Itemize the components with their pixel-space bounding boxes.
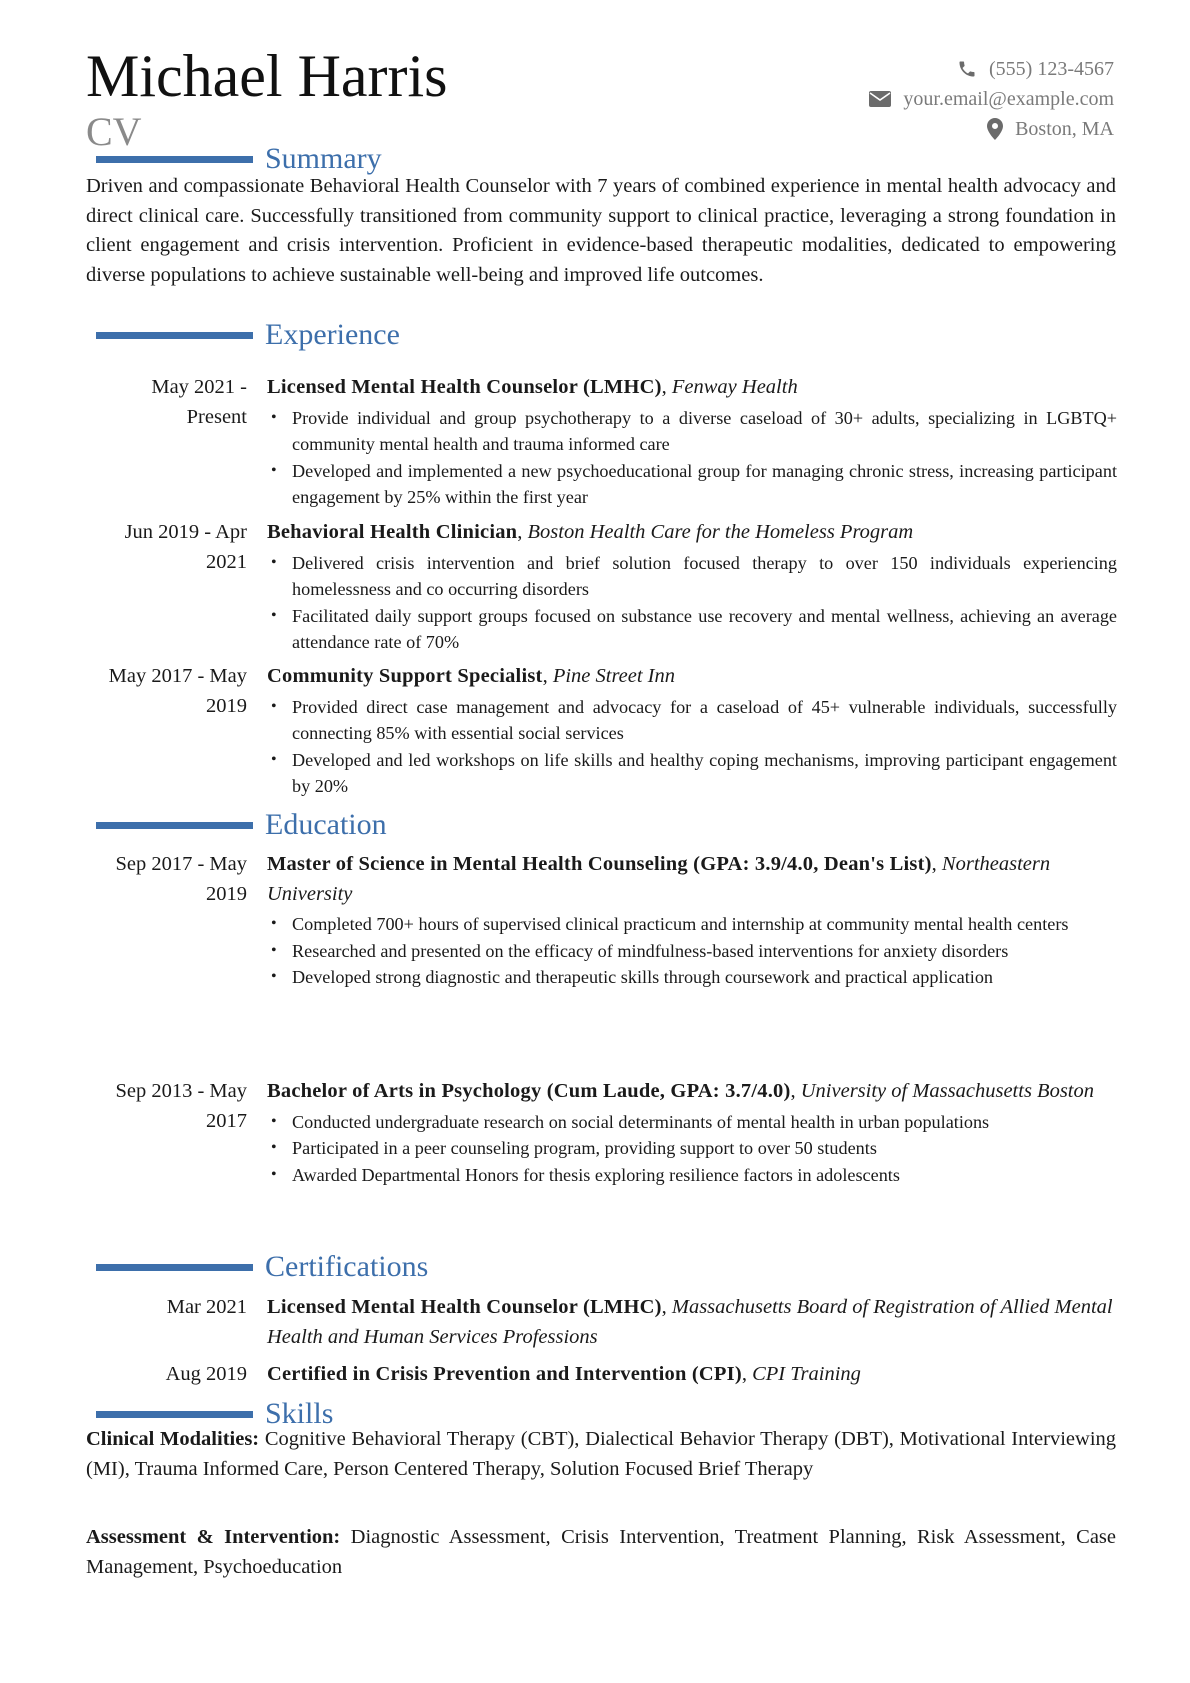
entry-bullets: [267, 405, 1117, 511]
entry-date: Sep 2017 - May 2019: [115, 853, 247, 905]
section-accent-bar: [96, 822, 253, 829]
entry-body: [267, 1293, 1117, 1352]
bullet-item: • Delivered crisis intervention and brief solution focused therapy to over 150 individuals experiencing homelessness and co occurring disorders: [267, 550, 1117, 603]
section-title: Education: [265, 808, 387, 841]
entry-title: Master of Science in Mental Health Counseling (GPA: 3.9/4.0, Dean's List), Northeastern University: [267, 853, 1051, 905]
envelope-icon: [869, 91, 891, 107]
bullet-item: • Developed and implemented a new psychoeducational group for managing chronic stress, increasing participant engagement by 25% within the first year: [267, 458, 1117, 511]
entry-org: Massachusetts Board of Registration of Allied Mental Health and Human Services Professions: [267, 1296, 1113, 1348]
entry-role: Master of Science in Mental Health Counseling (GPA: 3.9/4.0, Dean's List): [267, 853, 932, 875]
entry-date: Aug 2019: [165, 1363, 247, 1385]
contact-email[interactable]: [869, 84, 1114, 114]
entry-title: Licensed Mental Health Counselor (LMHC), Fenway Health: [267, 376, 798, 398]
entry-title: Licensed Mental Health Counselor (LMHC), Massachusetts Board of Registration of Allied Mental Health and Human Services Professions: [267, 1296, 1113, 1348]
location-text: Boston, MA: [1015, 118, 1114, 140]
phone-icon: [957, 59, 977, 79]
contact-block: [869, 54, 1114, 144]
entry-body: [267, 1077, 1117, 1188]
entry-bullets: [267, 911, 1117, 991]
entry-org: Pine Street Inn: [552, 665, 676, 687]
entry-org: Fenway Health: [671, 376, 798, 398]
email-text: your.email@example.com: [903, 88, 1114, 110]
summary-text: Driven and compassionate Behavioral Health Counselor with 7 years of combined experience in mental health advocacy and direct clinical care. Successfully transitioned from community support to clinical practice, leveraging a strong foundation in client engagement and crisis intervention. Proficient in evidence-based therapeutic modalities, dedicated to empowering diverse populations to achieve sustainable well-being and improved life outcomes.: [86, 175, 1116, 286]
entry-bullets: [267, 1109, 1117, 1189]
section-accent-bar: [96, 332, 253, 339]
section-experience-heading: [96, 318, 400, 352]
entry-org: CPI Training: [752, 1363, 861, 1385]
entry-role: Bachelor of Arts in Psychology (Cum Laude, GPA: 3.7/4.0): [267, 1080, 791, 1102]
entry-date: May 2017 - May 2019: [108, 665, 247, 717]
entry-title: Behavioral Health Clinician, Boston Health Care for the Homeless Program: [267, 521, 914, 543]
skill-label: Assessment & Intervention:: [86, 1526, 341, 1548]
contact-phone[interactable]: [869, 54, 1114, 84]
section-accent-bar: [96, 156, 253, 163]
section-education-heading: [96, 808, 387, 842]
bullet-item: • Completed 700+ hours of supervised clinical practicum and internship at community mental health centers: [267, 911, 1117, 938]
bullet-item: • Developed and led workshops on life skills and healthy coping mechanisms, improving participant engagement by 20%: [267, 747, 1117, 800]
entry-body: [267, 518, 1117, 656]
skill-text: Cognitive Behavioral Therapy (CBT), Dialectical Behavior Therapy (DBT), Motivational Interviewing (MI), Trauma Informed Care, Person Centered Therapy, Solution Focused Brief Therapy: [86, 1428, 1117, 1480]
bullet-item: • Provided direct case management and advocacy for a caseload of 45+ vulnerable individuals, successfully connecting 85% with essential social services: [267, 694, 1117, 747]
section-summary-heading: [96, 142, 382, 176]
entry-title: Bachelor of Arts in Psychology (Cum Laude, GPA: 3.7/4.0), University of Massachusetts Boston: [267, 1080, 1094, 1102]
entry-role: Certified in Crisis Prevention and Intervention (CPI): [267, 1363, 742, 1385]
section-certifications-heading: [96, 1250, 428, 1284]
entry-role: Community Support Specialist: [267, 665, 543, 687]
entry-title: Certified in Crisis Prevention and Intervention (CPI), CPI Training: [267, 1363, 861, 1385]
entry-bullets: [267, 694, 1117, 800]
document-subtitle: CV: [86, 109, 142, 154]
entry-date: Jun 2019 - Apr 2021: [124, 521, 247, 573]
entry-role: Licensed Mental Health Counselor (LMHC): [267, 1296, 662, 1318]
bullet-item: • Awarded Departmental Honors for thesis exploring resilience factors in adolescents: [267, 1162, 1117, 1189]
entry-date: Mar 2021: [166, 1296, 247, 1318]
bullet-item: • Developed strong diagnostic and therapeutic skills through coursework and practical application: [267, 964, 1117, 991]
bullet-item: • Conducted undergraduate research on social determinants of mental health in urban populations: [267, 1109, 1117, 1136]
skill-text: Diagnostic Assessment, Crisis Intervention, Treatment Planning, Risk Assessment, Case Management, Psychoeducation: [86, 1526, 1117, 1578]
entry-title: Community Support Specialist, Pine Street Inn: [267, 665, 676, 687]
section-title: Experience: [265, 318, 400, 351]
bullet-item: • Provide individual and group psychotherapy to a diverse caseload of 30+ adults, specializing in LGBTQ+ community mental health and trauma informed care: [267, 405, 1117, 458]
person-name: Michael Harris: [86, 43, 448, 109]
entry-role: Licensed Mental Health Counselor (LMHC): [267, 376, 662, 398]
bullet-item: • Facilitated daily support groups focused on substance use recovery and mental wellness, achieving an average attendance rate of 70%: [267, 603, 1117, 656]
entry-org: Northeastern University: [267, 853, 1051, 905]
skill-label: Clinical Modalities:: [86, 1428, 260, 1450]
phone-text: (555) 123-4567: [989, 58, 1114, 80]
section-title: Certifications: [265, 1250, 429, 1283]
entry-body: [267, 850, 1117, 991]
bullet-item: • Researched and presented on the efficacy of mindfulness-based interventions for anxiety disorders: [267, 938, 1117, 965]
section-title: Summary: [265, 142, 382, 175]
contact-location: [869, 114, 1114, 144]
entry-bullets: [267, 550, 1117, 656]
section-accent-bar: [96, 1264, 253, 1271]
entry-date: Sep 2013 - May 2017: [115, 1080, 247, 1132]
skill-group: [86, 1425, 1116, 1484]
section-accent-bar: [96, 1411, 253, 1418]
map-marker-icon: [987, 118, 1003, 140]
entry-role: Behavioral Health Clinician: [267, 521, 518, 543]
entry-body: [267, 662, 1117, 800]
entry-org: Boston Health Care for the Homeless Program: [527, 521, 914, 543]
entry-org: University of Massachusetts Boston: [800, 1080, 1094, 1102]
entry-body: [267, 373, 1117, 511]
entry-body: [267, 1360, 1117, 1390]
skill-group: [86, 1523, 1116, 1582]
section-title: Skills: [265, 1397, 334, 1430]
bullet-item: • Participated in a peer counseling program, providing support to over 50 students: [267, 1135, 1117, 1162]
entry-date: May 2021 - Present: [151, 376, 247, 428]
